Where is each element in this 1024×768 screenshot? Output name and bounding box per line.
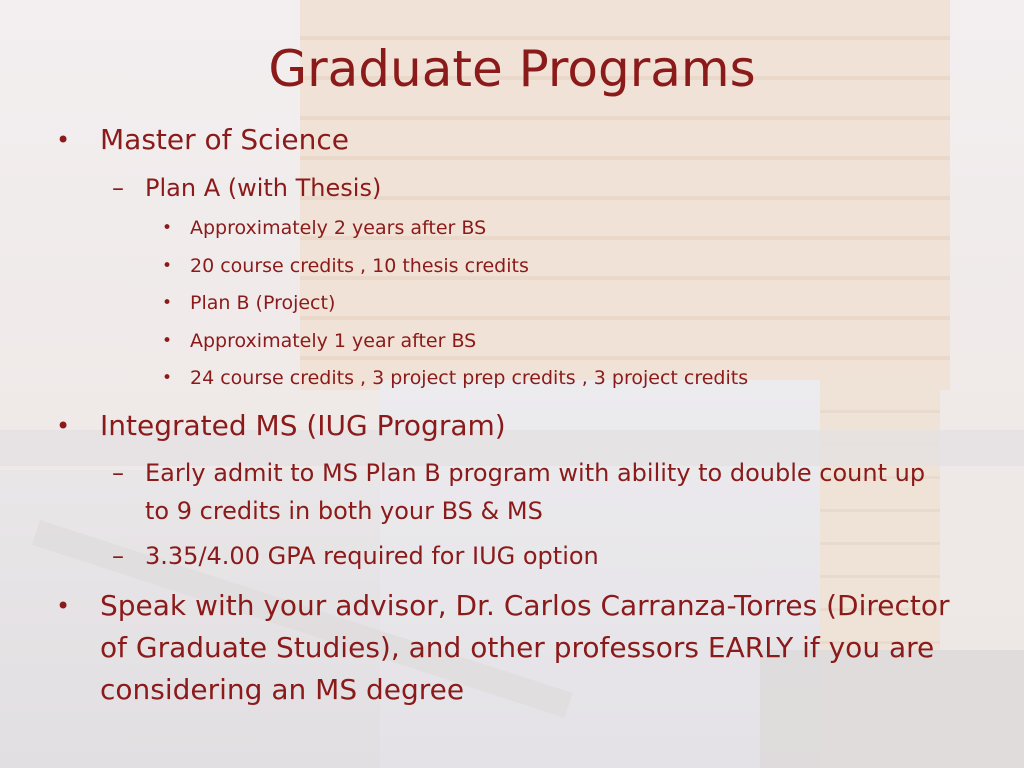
dash-icon: –: [112, 174, 124, 202]
bullet-icon: •: [56, 126, 71, 154]
bullet-icon: •: [162, 293, 173, 313]
slide-title: Graduate Programs: [268, 40, 756, 98]
detail-plan-a-credits: 20 course credits , 10 thesis credits: [190, 255, 529, 277]
bullet-icon: •: [162, 331, 173, 351]
bullet-master-of-science: Master of Science: [100, 123, 349, 156]
sub-bullet-gpa: 3.35/4.00 GPA required for IUG option: [145, 542, 599, 570]
detail-plan-a-duration: Approximately 2 years after BS: [190, 217, 487, 239]
bullet-icon: •: [162, 368, 173, 388]
dash-icon: –: [112, 542, 124, 570]
sub-bullet-plan-a: Plan A (with Thesis): [145, 174, 382, 202]
bullet-icon: •: [162, 218, 173, 238]
bullet-advisor-note: Speak with your advisor, Dr. Carlos Carranza-Torres (Director of Graduate Studies), and other professors EARLY if you are considering an MS degree: [100, 589, 950, 706]
bullet-integrated-ms: Integrated MS (IUG Program): [100, 409, 506, 442]
detail-plan-b-duration: Approximately 1 year after BS: [190, 330, 477, 352]
detail-plan-b: Plan B (Project): [190, 292, 336, 314]
bullet-icon: •: [56, 412, 71, 440]
detail-plan-b-credits: 24 course credits , 3 project prep credits , 3 project credits: [190, 367, 749, 389]
bullet-icon: •: [56, 592, 71, 620]
bullet-icon: •: [162, 256, 173, 276]
sub-bullet-early-admit: Early admit to MS Plan B program with ability to double count up to 9 credits in both your BS & MS: [145, 459, 926, 525]
dash-icon: –: [112, 459, 124, 487]
